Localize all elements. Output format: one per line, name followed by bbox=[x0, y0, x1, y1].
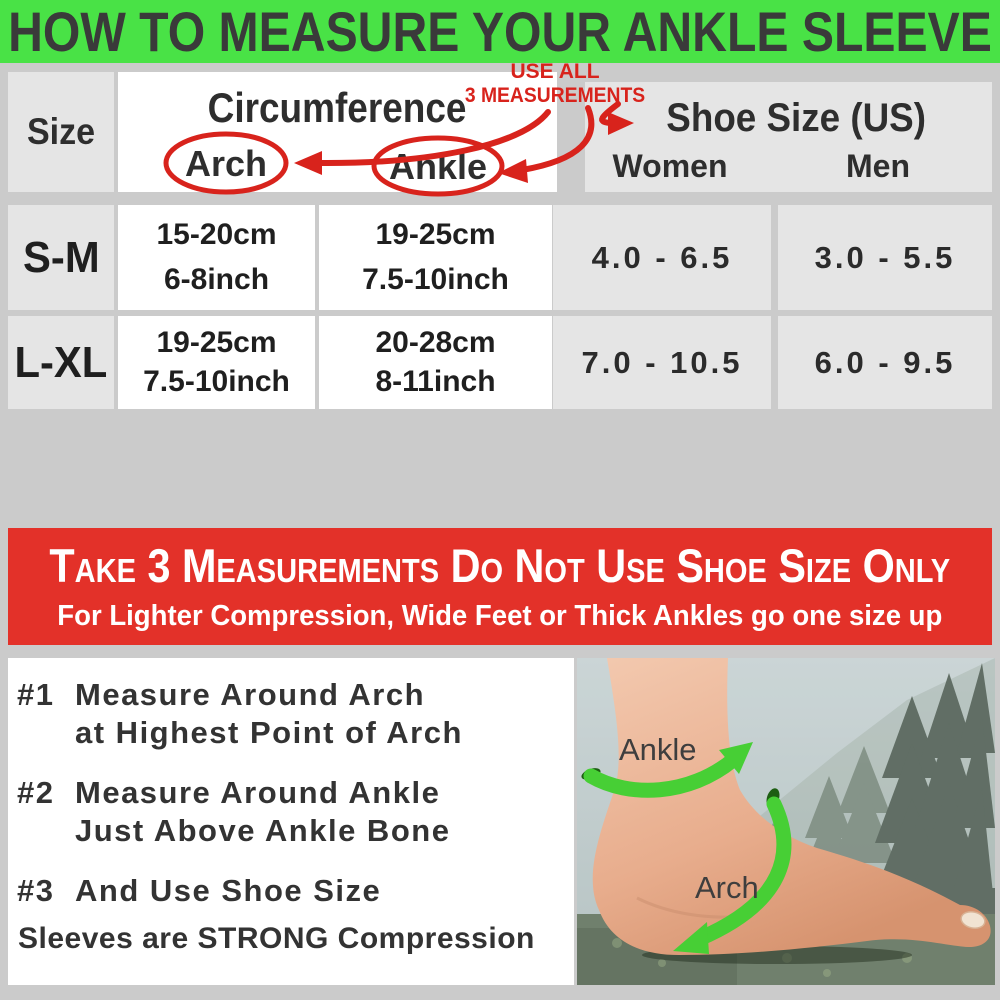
size-header-label: Size bbox=[26, 111, 96, 152]
row-lxl-women-cell: 7.0 - 10.5 bbox=[553, 316, 771, 409]
arch-column-header: Arch bbox=[184, 143, 268, 184]
row-sm-women-cell: 4.0 - 6.5 bbox=[553, 205, 771, 310]
circumference-header: Circumference bbox=[208, 84, 467, 131]
warning-subheading: For Lighter Compression, Wide Feet or Thick Ankles go one size up bbox=[57, 600, 943, 632]
row-sm-men-cell: 3.0 - 5.5 bbox=[778, 205, 992, 310]
title-banner bbox=[0, 0, 1000, 63]
photo-ankle-label: Ankle bbox=[619, 732, 697, 767]
photo-arch-label: Arch bbox=[695, 870, 759, 905]
row-lxl-ankle-cell: 20-28cm 8-11inch bbox=[319, 316, 552, 409]
row-lxl-men-cell: 6.0 - 9.5 bbox=[778, 316, 992, 409]
instruction-item-3: #3 And Use Shoe Size bbox=[17, 873, 382, 908]
ankle-column-header: Ankle bbox=[388, 146, 488, 187]
men-column-header: Men bbox=[846, 148, 910, 184]
size-column-header bbox=[8, 72, 114, 192]
row-sm-size-cell: S-M bbox=[8, 205, 114, 310]
row-sm-arch-cell: 15-20cm 6-8inch bbox=[118, 205, 315, 310]
page-title: HOW TO MEASURE YOUR ANKLE SLEEVE bbox=[8, 0, 992, 63]
use-all-measurements-annotation: USE ALL 3 MEASUREMENTS bbox=[464, 60, 646, 107]
warning-banner bbox=[8, 528, 992, 645]
row-lxl-arch-cell: 19-25cm 7.5-10inch bbox=[118, 316, 315, 409]
instruction-item-2: #2 Measure Around Ankle Just Above Ankle Bone bbox=[17, 775, 451, 848]
warning-heading: Take 3 Measurements Do Not Use Shoe Size Only bbox=[49, 539, 951, 592]
foot-photo bbox=[577, 658, 995, 985]
shoe-size-header: Shoe Size (US) bbox=[666, 96, 926, 140]
instruction-item-1: #1 Measure Around Arch at Highest Point of Arch bbox=[17, 677, 463, 750]
row-sm-ankle-cell: 19-25cm 7.5-10inch bbox=[319, 205, 552, 310]
row-lxl-size-cell: L-XL bbox=[8, 316, 114, 409]
compression-note: Sleeves are STRONG Compression bbox=[18, 922, 535, 955]
women-column-header: Women bbox=[612, 148, 728, 184]
